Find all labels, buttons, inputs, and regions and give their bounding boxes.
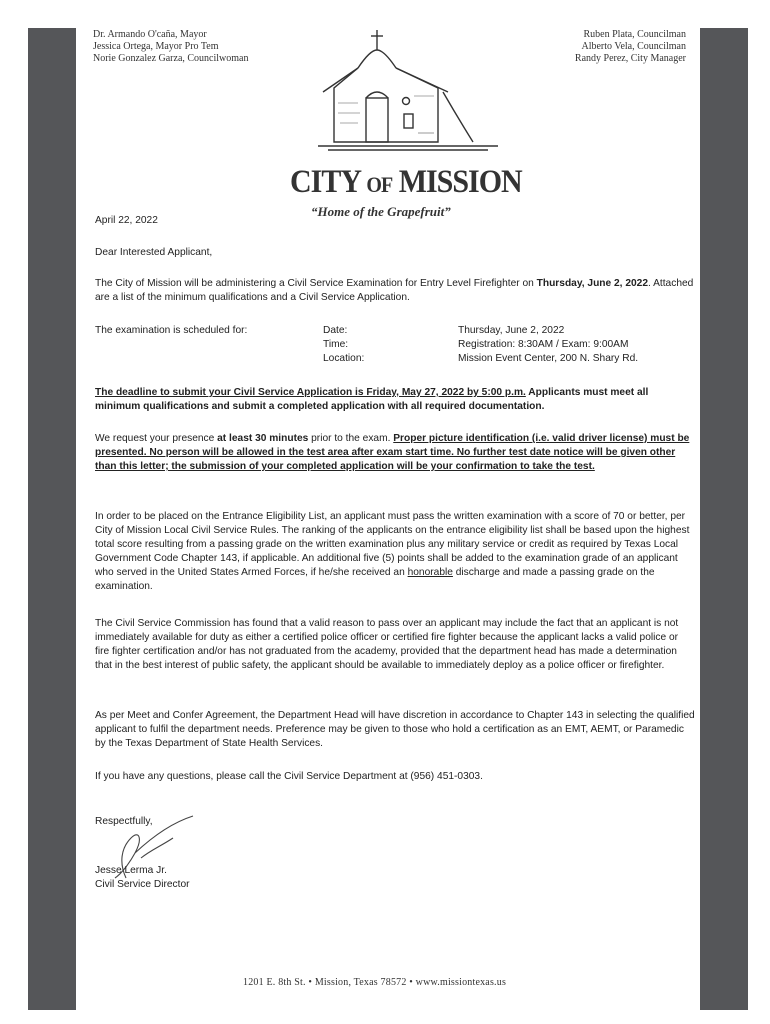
intro-text: The City of Mission will be administering a Civil Service Examination for Entry Level Firefighter on	[95, 278, 537, 289]
intro-text-end: . Attached are a list of the minimum qualifications and a Civil Service Application.	[95, 278, 694, 303]
official-line: Alberto Vela, Councilman	[581, 41, 686, 52]
intro-paragraph	[95, 277, 695, 305]
salutation: Dear Interested Applicant,	[95, 247, 213, 258]
city-of-mission-title	[290, 163, 522, 200]
mission-word: MISSION	[398, 163, 522, 200]
closing: Respectfully,	[95, 816, 153, 827]
of-word: OF	[366, 173, 393, 198]
deadline-text: The deadline to submit your Civil Service Application is Friday, May 27, 2022 by 5:00 p.m.	[95, 387, 526, 398]
letter-page	[78, 0, 698, 1024]
exam-date-emphasis: Thursday, June 2, 2022	[536, 278, 648, 289]
signer-name: Jesse Lerma Jr.	[95, 865, 167, 876]
eligibility-text-end: discharge and made a passing grade on the examination.	[95, 567, 655, 592]
official-line: Randy Perez, City Manager	[574, 53, 686, 64]
questions-paragraph: If you have any questions, please call the Civil Service Department at (956) 451-0303.	[95, 771, 483, 782]
mission-church-logo	[318, 28, 508, 163]
officials-right	[575, 29, 686, 65]
official-line: Norie Gonzalez Garza, Councilwoman	[93, 53, 249, 64]
exam-value-date: Thursday, June 2, 2022	[458, 325, 565, 336]
scan-border-left	[28, 28, 76, 1010]
official-line: Dr. Armando O'caña, Mayor	[93, 29, 207, 40]
exam-label-location: Location:	[323, 353, 365, 364]
presence-text-mid: prior to the exam.	[308, 433, 394, 444]
city-word: CITY	[290, 163, 360, 200]
city-motto: “Home of the Grapefruit”	[311, 204, 451, 219]
exam-value-location: Mission Event Center, 200 N. Shary Rd.	[458, 353, 639, 364]
official-line: Ruben Plata, Councilman	[583, 29, 686, 40]
commission-paragraph: The Civil Service Commission has found that a valid reason to pass over an applicant may include the fact that an applicant is not immediately available for duty as either a certified police officer or certified fire fighter because the applicant lacks a valid police or fire fighter certification and/or has not graduated from the academy, provided that the department head has made a determination that in the best interest of public safety, the applicant should be available to immediately deploy as a police officer or firefighter.	[95, 618, 679, 671]
deadline-requirements: Applicants must meet all minimum qualifications and submit a completed application with all required documentation.	[95, 387, 649, 412]
eligibility-paragraph	[95, 510, 695, 594]
scan-border-right	[700, 28, 748, 1010]
presence-text: We request your presence	[95, 433, 218, 444]
officials-left	[93, 29, 249, 65]
letter-date: April 22, 2022	[95, 215, 158, 226]
exam-lead: The examination is scheduled for:	[95, 325, 248, 336]
exam-label-time: Time:	[323, 339, 349, 350]
exam-labels	[323, 324, 364, 366]
deadline-paragraph	[95, 386, 695, 414]
eligibility-text: In order to be placed on the Entrance Eligibility List, an applicant must pass the written examination with a score of 70 or better, per City of Mission Local Civil Service Rules. The ranking of the applicants on the entrance eligibility list shall be based upon the highest total score resulting from a passing grade on the written examination plus any military service or credit as required by Texas Local Government Code Chapter 143, if applicable. An additional five (5) points shall be added to the examination grade of an applicant who served in the United States Armed Forces, if he/she received an	[95, 511, 690, 578]
exam-label-date: Date:	[323, 325, 348, 336]
id-requirement-notice: Proper picture identification (i.e. valid driver license) must be presented. No person will be allowed in the test area after exam start time. No further test date notice will be given other than this letter; the submission of your completed application will be your confirmation to take the test.	[95, 433, 690, 472]
signer-title: Civil Service Director	[95, 879, 190, 890]
meet-confer-paragraph: As per Meet and Confer Agreement, the Department Head will have discretion in accordance to Chapter 143 in selecting the qualified applicant to fulfil the department needs. Preference may be given to those who hold a certification as an EMT, AEMT, or Paramedic by the Texas Department of State Health Services.	[95, 710, 695, 749]
official-line: Jessica Ortega, Mayor Pro Tem	[93, 41, 219, 52]
footer-address: 1201 E. 8th St. • Mission, Texas 78572 • www.missiontexas.us	[243, 977, 507, 988]
honorable-word: honorable	[407, 567, 453, 578]
presence-time-emphasis: at least 30 minutes	[217, 433, 309, 444]
exam-values	[458, 324, 638, 366]
exam-value-time: Registration: 8:30AM / Exam: 9:00AM	[458, 339, 629, 350]
presence-paragraph	[95, 432, 695, 474]
